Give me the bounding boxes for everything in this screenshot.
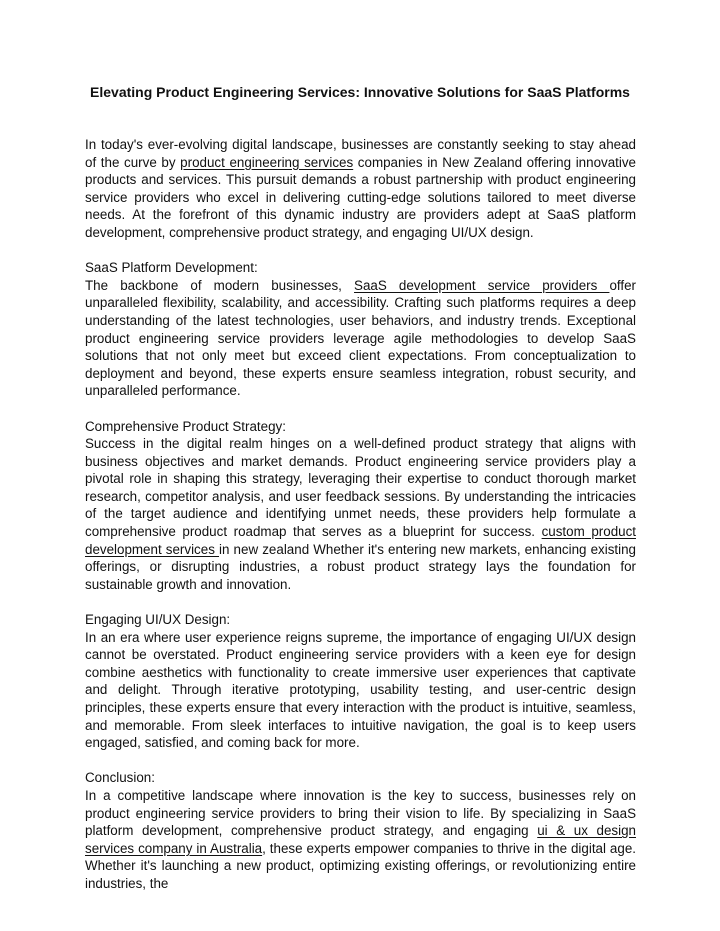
- document-body: [85, 136, 636, 893]
- strategy-heading: Comprehensive Product Strategy:: [85, 418, 286, 434]
- conclusion-paragraph: [85, 787, 636, 893]
- uiux-section: [85, 611, 636, 752]
- uiux-heading: Engaging UI/UX Design:: [85, 612, 231, 628]
- custom-product-development-link[interactable]: custom product development services: [85, 524, 636, 557]
- intro-text-before: In today's ever-evolving digital landscape, businesses are constantly seeking to stay ahead of the curve by: [85, 137, 636, 170]
- saas-development-link[interactable]: SaaS development service providers: [354, 277, 610, 293]
- conclusion-text-after: , these experts empower companies to thrive in the digital age. Whether it's launching a new product, optimizing existing offerings, or revolutionizing entire industries, the: [85, 840, 636, 891]
- strategy-section: [85, 418, 636, 594]
- strategy-text-before: Success in the digital realm hinges on a well-defined product strategy that aligns with business objectives and market demands. Product engineering service providers play a pivotal role in shaping this strategy, leveraging their expertise to conduct thorough market research, competitor analysis, and user feedback sessions. By understanding the intricacies of the target audience and identifying unmet needs, these providers help formulate a comprehensive product roadmap that serves as a blueprint for success.: [85, 436, 636, 540]
- product-engineering-services-link[interactable]: product engineering services: [180, 154, 354, 170]
- conclusion-section: [85, 769, 636, 892]
- saas-paragraph: [85, 277, 636, 400]
- saas-text-before: The backbone of modern businesses,: [85, 277, 355, 293]
- saas-heading: SaaS Platform Development:: [85, 260, 258, 276]
- uiux-paragraph: In an era where user experience reigns supreme, the importance of engaging UI/UX design cannot be overstated. Product engineering service providers with a keen eye for design combine aesthetics with functionality to create immersive user experiences that captivate and delight. Through iterative prototyping, usability testing, and user-centric design principles, these experts ensure that every interaction with the product is intuitive, seamless, and memorable. From sleek interfaces to intuitive navigation, the goal is to keep users engaged, satisfied, and coming back for more.: [85, 629, 636, 751]
- intro-paragraph: [85, 136, 636, 242]
- document-title: Elevating Product Engineering Services: Innovative Solutions for SaaS Platforms: [90, 84, 630, 100]
- saas-section: [85, 259, 636, 400]
- conclusion-text-before: In a competitive landscape where innovation is the key to success, businesses rely on product engineering service providers to bring their vision to life. By specializing in SaaS platform development, comprehensive product strategy, and engaging: [85, 787, 636, 839]
- strategy-text-after: in new zealand Whether it's entering new markets, enhancing existing offerings, or disrupting industries, a robust product strategy lays the foundation for sustainable growth and innovation.: [85, 541, 636, 592]
- strategy-paragraph: [85, 435, 636, 593]
- ui-ux-design-services-link[interactable]: ui & ux design services company in Australia: [85, 823, 636, 856]
- conclusion-heading: Conclusion:: [85, 770, 155, 786]
- saas-text-after: offer unparalleled flexibility, scalability, and accessibility. Crafting such platforms requires a deep understanding of the latest technologies, user behaviors, and industry trends. Exceptional product engineering service providers leverage agile methodologies to develop SaaS solutions that not only meet but exceed client expectations. From conceptualization to deployment and beyond, these experts ensure seamless integration, robust security, and unparalleled performance.: [85, 277, 636, 399]
- intro-text-after: companies in New Zealand offering innovative products and services. This pursuit demands a robust partnership with product engineering service providers who excel in delivering cutting-edge solutions tailored to meet diverse needs. At the forefront of this dynamic industry are providers adept at SaaS platform development, comprehensive product strategy, and engaging UI/UX design.: [85, 154, 636, 240]
